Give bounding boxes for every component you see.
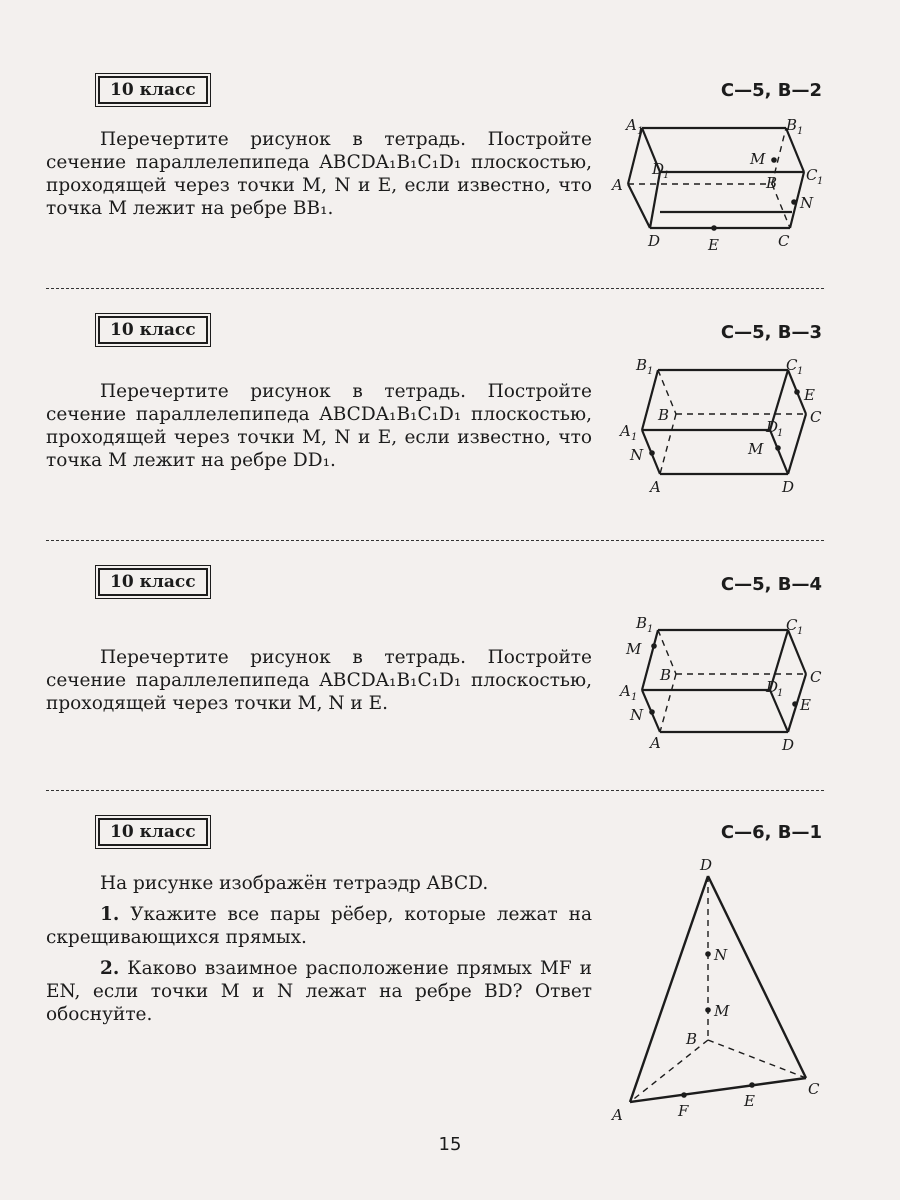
svg-text:1: 1 (797, 626, 804, 637)
svg-text:A: A (612, 176, 623, 194)
svg-text:B: B (636, 614, 648, 632)
svg-text:C: C (810, 668, 822, 686)
svg-text:D: D (700, 856, 713, 874)
svg-text:1: 1 (797, 366, 804, 377)
svg-text:M: M (748, 440, 764, 458)
svg-text:1: 1 (631, 432, 638, 443)
svg-text:1: 1 (817, 176, 824, 187)
svg-text:B: B (660, 666, 672, 684)
svg-text:C: C (808, 1080, 820, 1098)
task-text: Перечертите рисунок в тетрадь. Постройте сечение параллелепипеда ABCDA₁B₁C₁D₁ плоскостью, проходящей через точки M, N и E, если известно, что точка M лежит на ребре BB₁. (46, 129, 592, 219)
svg-text:D: D (766, 418, 779, 436)
grade-badge: 10 класс (98, 76, 208, 104)
svg-text:1: 1 (663, 170, 670, 181)
svg-text:1: 1 (777, 688, 784, 699)
svg-text:B: B (766, 174, 778, 192)
task-text: Перечертите рисунок в тетрадь. Постройте сечение параллелепипеда ABCDA₁B₁C₁D₁ плоскостью, проходящей через точки M, N и E, если известно, что точка M лежит на ребре DD₁. (46, 381, 592, 471)
variant-code: С—6, В—1 (720, 822, 822, 843)
grade-badge: 10 класс (98, 568, 208, 596)
svg-text:E: E (804, 386, 815, 404)
svg-text:1: 1 (637, 126, 644, 137)
svg-text:D: D (766, 678, 779, 696)
svg-text:A: A (620, 422, 631, 440)
svg-text:C: C (806, 166, 818, 184)
svg-text:N: N (714, 946, 728, 964)
task-text: Перечертите рисунок в тетрадь. Постройте сечение параллелепипеда ABCDA₁B₁C₁D₁ плоскостью, проходящей через точки M, N и E. (46, 647, 592, 714)
svg-text:B: B (636, 356, 648, 374)
svg-text:N: N (800, 194, 814, 212)
divider (46, 288, 824, 289)
svg-text:B: B (686, 1030, 698, 1048)
task-text (46, 872, 592, 1026)
question-2: 2. Каково взаимное расположение прямых MF и EN, если точки M и N лежат на ребре BD? Ответ обоснуйте. (46, 958, 593, 1025)
variant-code: С—5, В—3 (720, 322, 822, 343)
parallelepiped-figure (610, 108, 840, 258)
svg-text:C: C (778, 232, 790, 250)
svg-text:1: 1 (797, 126, 804, 137)
page-number: 15 (438, 1134, 462, 1155)
svg-text:N: N (630, 706, 644, 724)
svg-text:D: D (782, 478, 795, 496)
tetrahedron-figure (600, 850, 840, 1130)
svg-text:A: A (650, 734, 661, 752)
divider (46, 540, 824, 541)
svg-text:M: M (626, 640, 642, 658)
svg-text:D: D (782, 736, 795, 754)
svg-text:1: 1 (631, 692, 638, 703)
divider (46, 790, 824, 791)
svg-text:1: 1 (777, 428, 784, 439)
svg-text:E: E (800, 696, 811, 714)
svg-text:D: D (648, 232, 661, 250)
svg-text:1: 1 (647, 366, 654, 377)
variant-code: С—5, В—2 (720, 80, 822, 101)
svg-text:N: N (630, 446, 644, 464)
svg-text:A: A (650, 478, 661, 496)
parallelepiped-figure (610, 350, 840, 500)
svg-text:C: C (786, 616, 798, 634)
svg-text:E: E (708, 236, 719, 254)
parallelepiped-figure (610, 604, 840, 754)
svg-text:1: 1 (647, 624, 654, 635)
svg-text:A: A (620, 682, 631, 700)
svg-text:A: A (612, 1106, 623, 1124)
svg-text:B: B (658, 406, 670, 424)
svg-text:C: C (810, 408, 822, 426)
grade-badge: 10 класс (98, 316, 208, 344)
variant-code: С—5, В—4 (720, 574, 822, 595)
question-1: 1. Укажите все пары рёбер, которые лежат на скрещивающихся прямых. (46, 904, 592, 948)
svg-text:B: B (786, 116, 798, 134)
grade-badge: 10 класс (98, 818, 208, 846)
svg-text:D: D (652, 160, 665, 178)
svg-text:M: M (750, 150, 766, 168)
svg-text:F: F (678, 1102, 689, 1120)
svg-text:C: C (786, 356, 798, 374)
svg-text:M: M (714, 1002, 730, 1020)
svg-text:A: A (626, 116, 637, 134)
svg-text:E: E (744, 1092, 755, 1110)
task-intro: На рисунке изображён тетраэдр ABCD. (100, 873, 489, 894)
